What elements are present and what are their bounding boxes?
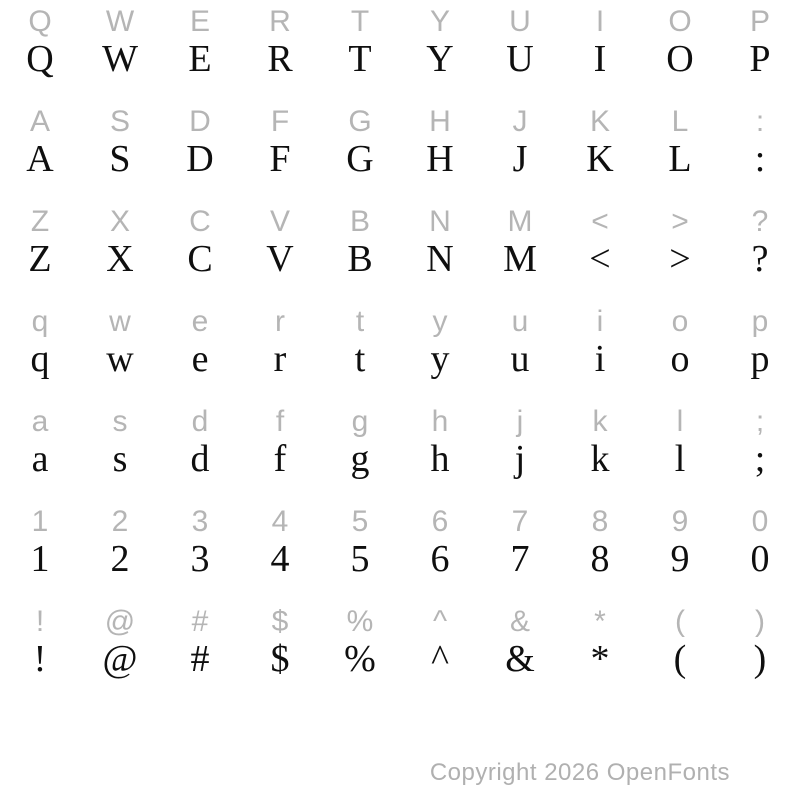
glyph-black: f [273, 438, 287, 480]
glyph-gray: j [516, 405, 524, 438]
glyph-gray: L [671, 105, 689, 138]
glyph-black: X [106, 238, 134, 280]
glyph-black: 2 [110, 538, 130, 580]
glyph-gray: T [350, 5, 370, 38]
glyph-black: l [674, 438, 686, 480]
glyph-gray: 3 [191, 505, 209, 538]
glyph-black: V [266, 238, 294, 280]
glyph-block [0, 600, 800, 700]
glyph-gray: 6 [431, 505, 449, 538]
glyph-block [0, 300, 800, 400]
glyph-black: D [186, 138, 214, 180]
glyph-black: 3 [190, 538, 210, 580]
glyph-gray: Q [28, 5, 52, 38]
glyph-black: 4 [270, 538, 290, 580]
glyph-black: N [426, 238, 454, 280]
glyph-black: : [754, 138, 766, 180]
glyph-black: 0 [750, 538, 770, 580]
glyph-black: H [426, 138, 454, 180]
glyph-black: ) [753, 638, 767, 680]
glyph-row-black [0, 438, 800, 500]
glyph-gray: d [191, 405, 209, 438]
glyph-black: < [589, 238, 611, 280]
glyph-black: P [749, 38, 771, 80]
glyph-gray: X [109, 205, 130, 238]
glyph-gray: 4 [271, 505, 289, 538]
glyph-gray: * [594, 605, 606, 638]
glyph-gray: E [189, 5, 210, 38]
glyph-block [0, 0, 800, 100]
glyph-gray: # [191, 605, 209, 638]
glyph-gray: @ [104, 605, 136, 638]
glyph-black: 5 [350, 538, 370, 580]
glyph-gray: e [191, 305, 209, 338]
glyph-gray: % [346, 605, 374, 638]
glyph-gray: o [671, 305, 689, 338]
glyph-black: 7 [510, 538, 530, 580]
glyph-block [0, 400, 800, 500]
glyph-black: O [666, 38, 694, 80]
glyph-black: j [514, 438, 526, 480]
glyph-gray: q [31, 305, 49, 338]
glyph-black: 9 [670, 538, 690, 580]
glyph-gray: ? [751, 205, 769, 238]
glyph-row-black [0, 238, 800, 300]
glyph-black: T [348, 38, 372, 80]
glyph-gray: s [112, 405, 128, 438]
glyph-gray: 9 [671, 505, 689, 538]
glyph-gray: w [109, 305, 131, 338]
glyph-gray: g [351, 405, 369, 438]
glyph-block [0, 100, 800, 200]
glyph-black: g [350, 438, 370, 480]
glyph-gray: K [589, 105, 610, 138]
glyph-black: u [510, 338, 530, 380]
glyph-black: 6 [430, 538, 450, 580]
glyph-black: s [112, 438, 128, 480]
glyph-gray: 1 [31, 505, 49, 538]
glyph-black: Z [28, 238, 52, 280]
glyph-gray: V [269, 205, 290, 238]
glyph-gray: I [595, 5, 605, 38]
glyph-gray: R [269, 5, 291, 38]
glyph-gray: > [671, 205, 689, 238]
glyph-black: ? [751, 238, 769, 280]
glyph-black: W [102, 38, 138, 80]
glyph-black: e [191, 338, 209, 380]
glyph-row-black [0, 138, 800, 200]
glyph-black: E [188, 38, 212, 80]
glyph-gray: F [270, 105, 290, 138]
glyph-row-black [0, 538, 800, 600]
glyph-black: i [594, 338, 606, 380]
glyph-gray: l [676, 405, 684, 438]
glyph-gray: : [755, 105, 765, 138]
glyph-gray: p [751, 305, 769, 338]
glyph-gray: N [429, 205, 451, 238]
glyph-gray: Z [30, 205, 50, 238]
glyph-black: h [430, 438, 450, 480]
glyph-black: t [354, 338, 366, 380]
glyph-gray: P [749, 5, 770, 38]
glyph-gray: ! [35, 605, 45, 638]
glyph-row-black [0, 338, 800, 400]
glyph-black: d [190, 438, 210, 480]
glyph-block [0, 500, 800, 600]
glyph-black: R [267, 38, 293, 80]
glyph-black: & [505, 638, 535, 680]
glyph-gray: i [596, 305, 604, 338]
glyph-black: 1 [30, 538, 50, 580]
glyph-gray: h [431, 405, 449, 438]
glyph-gray: Y [429, 5, 450, 38]
glyph-black: I [593, 38, 607, 80]
glyph-black: > [669, 238, 691, 280]
glyph-gray: & [509, 605, 530, 638]
glyph-gray: U [509, 5, 531, 38]
glyph-black: ^ [431, 638, 449, 680]
glyph-gray: ^ [432, 605, 448, 638]
glyph-black: w [106, 338, 134, 380]
glyph-black: ! [33, 638, 47, 680]
glyph-gray: y [432, 305, 448, 338]
glyph-gray: D [189, 105, 211, 138]
glyph-black: k [590, 438, 610, 480]
glyph-black: S [109, 138, 131, 180]
glyph-black: Q [26, 38, 54, 80]
glyph-black: Y [426, 38, 454, 80]
glyph-row-black [0, 638, 800, 700]
glyph-black: K [586, 138, 614, 180]
glyph-gray: M [507, 205, 533, 238]
glyph-gray: H [429, 105, 451, 138]
glyph-gray: ) [755, 605, 765, 638]
glyph-gray: G [348, 105, 372, 138]
glyph-black: ; [754, 438, 766, 480]
glyph-gray: ( [675, 605, 685, 638]
glyph-gray: J [512, 105, 528, 138]
glyph-gray: ; [755, 405, 765, 438]
glyph-gray: 0 [751, 505, 769, 538]
glyph-gray: 7 [511, 505, 529, 538]
glyph-gray: f [275, 405, 285, 438]
glyph-black: * [590, 638, 610, 680]
glyph-black: C [187, 238, 213, 280]
glyph-black: p [750, 338, 770, 380]
glyph-gray: 5 [351, 505, 369, 538]
glyph-black: B [347, 238, 373, 280]
copyright-text: Copyright 2026 OpenFonts [429, 759, 730, 786]
glyph-gray: S [109, 105, 130, 138]
glyph-gray: $ [271, 605, 289, 638]
glyph-gray: k [592, 405, 608, 438]
glyph-gray: O [668, 5, 692, 38]
glyph-black: M [503, 238, 537, 280]
glyph-gray: C [189, 205, 211, 238]
glyph-black: 8 [590, 538, 610, 580]
glyph-black: L [668, 138, 692, 180]
glyph-gray: a [31, 405, 49, 438]
glyph-row-black [0, 38, 800, 100]
glyph-black: F [269, 138, 291, 180]
glyph-gray: t [355, 305, 365, 338]
glyph-gray: < [591, 205, 609, 238]
glyph-black: r [273, 338, 287, 380]
glyph-black: A [26, 138, 54, 180]
glyph-gray: 8 [591, 505, 609, 538]
glyph-gray: B [349, 205, 370, 238]
glyph-black: # [190, 638, 210, 680]
glyph-black: $ [270, 638, 290, 680]
glyph-gray: A [29, 105, 50, 138]
glyph-black: y [430, 338, 450, 380]
glyph-black: J [512, 138, 528, 180]
glyph-gray: 2 [111, 505, 129, 538]
glyph-black: a [31, 438, 49, 480]
glyph-block [0, 200, 800, 300]
glyph-black: ( [673, 638, 687, 680]
glyph-black: q [30, 338, 50, 380]
glyph-black: o [670, 338, 690, 380]
glyph-black: U [506, 38, 534, 80]
glyph-gray: W [105, 5, 135, 38]
glyph-black: @ [102, 638, 138, 680]
glyph-black: % [344, 638, 376, 680]
glyph-gray: r [275, 305, 285, 338]
glyph-black: G [346, 138, 374, 180]
glyph-gray: u [511, 305, 529, 338]
